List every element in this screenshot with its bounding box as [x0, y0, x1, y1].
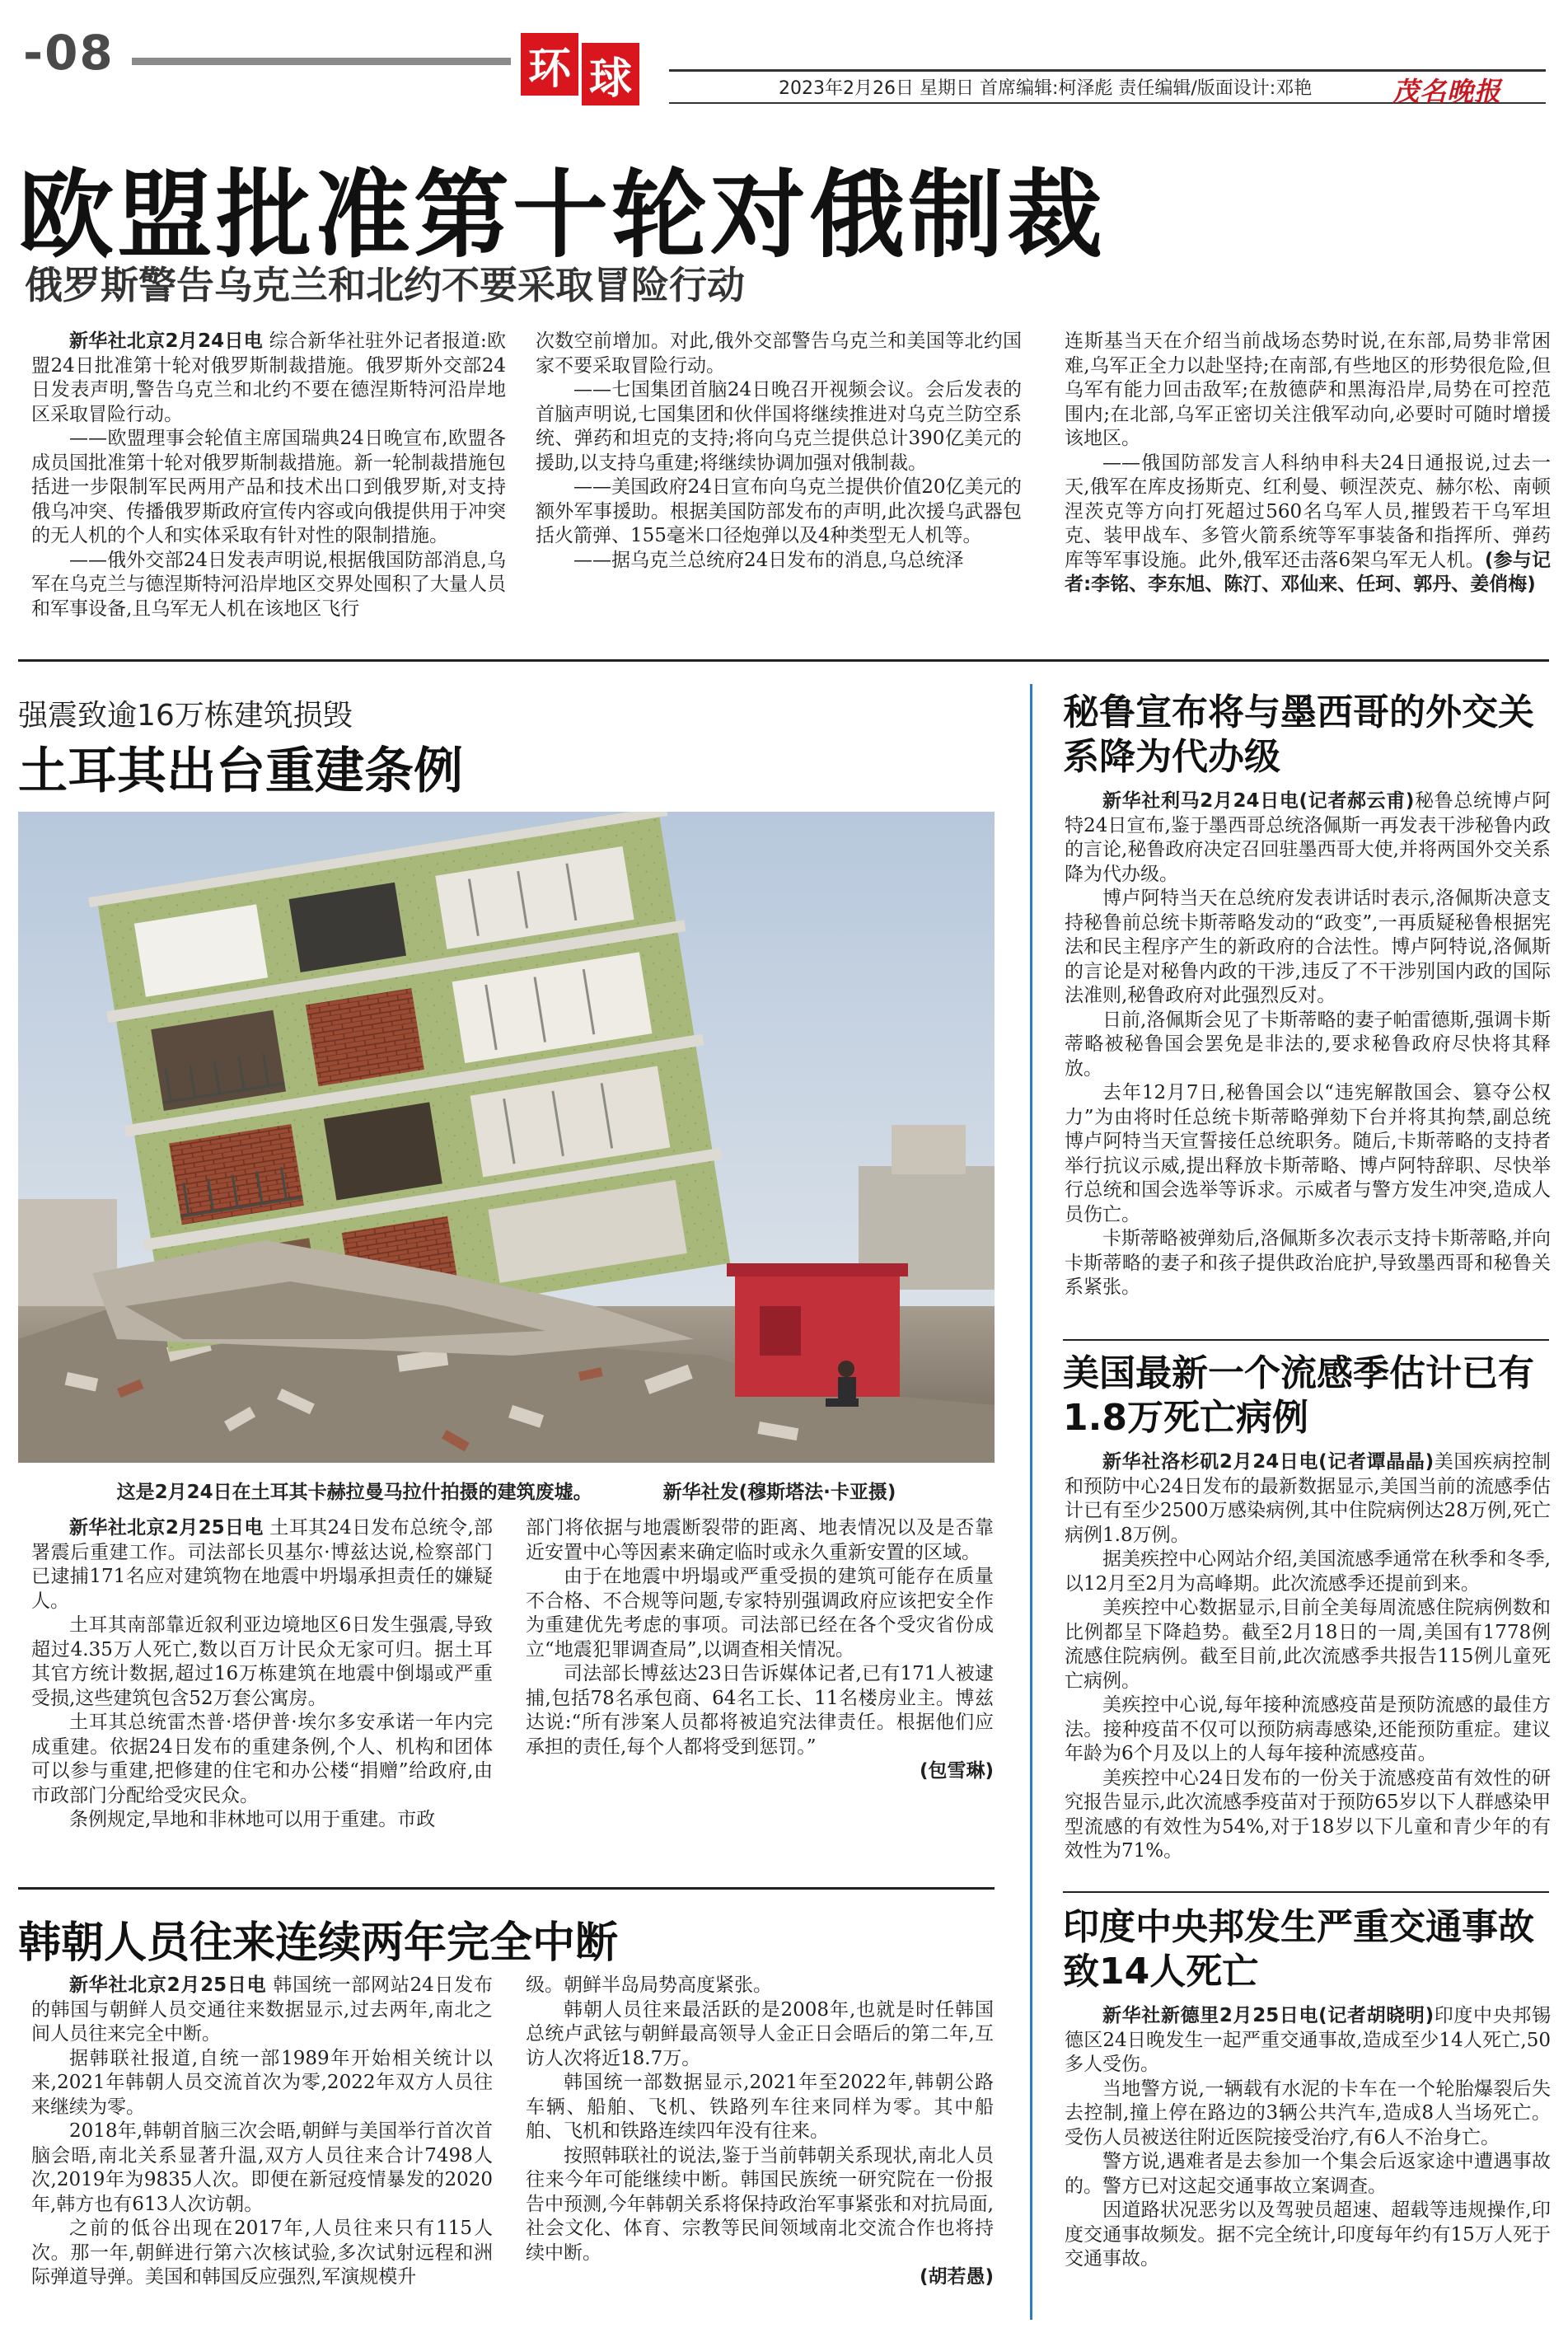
paper-logo: 茂名晚报 — [1392, 76, 1502, 107]
korea-paragraph: 之前的低谷出现在2017年,人员往来只有115人次。那一年,朝鲜进行第六次核试验,多次试射远程和洲际弹道导弹。美国和韩国反应强烈,军演规模升 — [31, 2218, 493, 2288]
korea-headline: 韩朝人员往来连续两年完全中断 — [18, 1918, 619, 1968]
turkey-headline: 土耳其出台重建条例 — [18, 742, 463, 800]
lead-text: ——俄国防部发言人科纳申科夫24日通报说,过去一天,俄军在库皮扬斯克、红利曼、顿涅茨克、赫尔松、南顿涅茨克等方向打死超过560名乌军人员,摧毁若干乌军坦克、装甲战车、多管火箭系统等军事装备和指挥所、弹药库等军事设施。此外,俄军还击落6架乌军无人机。 — [1065, 452, 1551, 571]
peru-text: 秘鲁总统博卢阿特24日宣布,鉴于墨西哥总统洛佩斯一再发表干涉秘鲁内政的言论,秘鲁政府决定召回驻墨西哥大使,并将两国外交关系降为代办级。 — [1065, 790, 1551, 885]
flu-headline: 美国最新一个流感季估计已有1.8万死亡病例 — [1063, 1352, 1534, 1439]
peru-paragraph: 日前,洛佩斯会见了卡斯蒂略的妻子帕雷德斯,强调卡斯蒂略被秘鲁国会罢免是非法的,要求秘鲁政府尽快将其释放。 — [1065, 1009, 1551, 1080]
lead-paragraph: ——据乌克兰总统府24日发布的消息,乌总统泽 — [573, 549, 964, 571]
flu-paragraph: 据美疾控中心网站介绍,美国流感季通常在秋季和冬季,以12月至2月为高峰期。此次流感季还提前到来。 — [1065, 1548, 1551, 1595]
india-paragraph: 警方说,遇难者是去参加一个集会后返家途中遭遇事故的。警方已对这起交通事故立案调查。 — [1065, 2151, 1551, 2197]
korea-paragraph: 韩国统一部数据显示,2021年至2022年,韩朝公路车辆、船舶、飞机、铁路列车往来同样为零。其中船舶、飞机和铁路连续四年没有往来。 — [526, 2072, 994, 2142]
peru-column — [1065, 789, 1551, 1358]
photo-caption — [18, 1477, 995, 1504]
masthead — [0, 0, 1568, 124]
lead-column-1 — [31, 330, 506, 643]
turkey-column-1 — [31, 1516, 493, 1879]
india-column — [1065, 2004, 1551, 2321]
india-dateline: 新华社新德里2月25日电(记者胡晓明) — [1102, 2005, 1435, 2026]
flu-column — [1065, 1450, 1551, 1912]
korea-paragraph: 韩朝人员往来最活跃的是2008年,也就是时任韩国总统卢武铉与朝鲜最高领导人金正日会晤后的第二年,互访人次将近18.7万。 — [526, 1998, 994, 2069]
lead-paragraph: 连斯基当天在介绍当前战场态势时说,在东部,局势非常困难,乌军正全力以赴坚持;在南部,有些地区的形势很危险,但乌军有能力回击敌军;在敖德萨和黑海沿岸,局势在可控范围内;在北部,乌军正密切关注俄军动向,必要时可随时增援该地区。 — [1065, 330, 1551, 449]
korea-paragraph: 级。朝鲜半岛局势高度紧张。 — [526, 1974, 772, 1996]
photo-credit: 新华社发(穆斯塔法·卡亚摄) — [662, 1482, 896, 1503]
korea-column-1 — [31, 1974, 493, 2320]
india-text: 印度中央邦锡德区24日晚发生一起严重交通事故,造成至少14人死亡,50多人受伤。 — [1065, 2005, 1551, 2075]
lead-column-2 — [536, 330, 1022, 643]
flu-paragraph: 美疾控中心数据显示,目前全美每周流感住院病例数和比例都呈下降趋势。截至2月18日的一周,美国有1778例流感住院病例。截至目前,此次流感季共报告115例儿童死亡病例。 — [1065, 1597, 1551, 1692]
korea-text: 韩国统一部网站24日发布的韩国与朝鲜人员交通往来数据显示,过去两年,南北之间人员往来完全中断。 — [31, 1974, 493, 2045]
turkey-paragraph: 司法部长博兹达23日告诉媒体记者,已有171人被逮捕,包括78名承包商、64名工长、11名楼房业主。博兹达说:“所有涉案人员都将被追究法律责任。根据他们应承担的责任,每个人都将受到惩罚。” — [526, 1663, 994, 1758]
turkey-paragraph: 土耳其南部靠近叙利亚边境地区6日发生强震,导致超过4.35万人死亡,数以百万计民众无家可归。据土耳其官方统计数据,超过16万栋建筑在地震中倒塌或严重受损,这些建筑包含52万套公寓房。 — [31, 1614, 493, 1709]
turkey-paragraph: 部门将依据与地震断裂带的距离、地表情况以及是否靠近安置中心等因素来确定临时或永久重新安置的区域。 — [526, 1517, 994, 1563]
lead-paragraph: ——俄外交部24日发表声明说,根据俄国防部消息,乌军在乌克兰与德涅斯特河沿岸地区交界处囤积了大量人员和军事设备,且乌军无人机在该地区飞行 — [31, 549, 506, 620]
peru-paragraph: 去年12月7日,秘鲁国会以“违宪解散国会、篡夺公权力”为由将时任总统卡斯蒂略弹劾下台并将其拘禁,副总统博卢阿特当天宣誓接任总统职务。随后,卡斯蒂略的支持者举行抗议示威,提出释放卡斯蒂略、博卢阿特辞职、尽快举行总统和国会选举等诉求。示威者与警方发生冲突,造成人员伤亡。 — [1065, 1082, 1551, 1225]
lead-reporters: (参与记者:李铭、李东旭、陈汀、邓仙来、任珂、郭丹、姜俏梅) — [1065, 549, 1551, 595]
column-divider — [1030, 684, 1032, 2320]
flu-dateline: 新华社洛杉矶2月24日电(记者谭晶晶) — [1102, 1451, 1435, 1473]
peru-paragraph: 卡斯蒂略被弹劾后,洛佩斯多次表示支持卡斯蒂略,并向卡斯蒂略的妻子和孩子提供政治庇护,导致墨西哥和秘鲁关系紧张。 — [1065, 1228, 1551, 1298]
turkey-kicker: 强震致逾16万栋建筑损毁 — [18, 699, 353, 733]
peru-paragraph — [1065, 789, 1551, 887]
lead-subhead: 俄罗斯警告乌克兰和北约不要采取冒险行动 — [25, 263, 745, 307]
flu-paragraph: 美疾控中心24日发布的一份关于流感疫苗有效性的研究报告显示,此次流感季疫苗对于预防65岁以下人群感染甲型流感的有效性为54%,对于18岁以下儿童和青少年的有效性为71%。 — [1065, 1767, 1551, 1862]
turkey-paragraph: 土耳其总统雷杰普·塔伊普·埃尔多安承诺一年内完成重建。依据24日发布的重建条例,个人、机构和团体可以参与重建,把修建的住宅和办公楼“捐赠”给政府,由市政部门分配给受灾民众。 — [31, 1712, 493, 1806]
lead-column-3 — [1065, 330, 1551, 643]
india-paragraph: 因道路状况恶劣以及驾驶员超速、超载等违规操作,印度交通事故频发。据不完全统计,印度每年约有15万人死于交通事故。 — [1065, 2199, 1551, 2269]
lead-paragraph — [1065, 452, 1551, 597]
photo-caption-text: 这是2月24日在土耳其卡赫拉曼马拉什拍摄的建筑废墟。 — [116, 1482, 592, 1503]
lead-paragraph: 次数空前增加。对此,俄外交部警告乌克兰和美国等北约国家不要采取冒险行动。 — [536, 330, 1022, 377]
india-paragraph: 当地警方说,一辆载有水泥的卡车在一个轮胎爆裂后失去控制,撞上停在路边的3辆公共汽车,造成8人当场死亡。受伤人员被送往附近医院接受治疗,有6人不治身亡。 — [1065, 2077, 1551, 2148]
korea-paragraph — [31, 1974, 493, 2047]
lead-headline: 欧盟批准第十轮对俄制裁 — [18, 160, 1106, 271]
section-char-2: 球 — [582, 43, 639, 105]
section-divider — [18, 1887, 995, 1890]
lead-paragraph — [31, 330, 506, 427]
section-char-1: 环 — [521, 33, 578, 96]
lead-paragraph: ——七国集团首脑24日晚召开视频会议。会后发表的首脑声明说,七国集团和伙伴国将继续推进对乌克兰防空系统、弹药和坦克的支持;将向乌克兰提供总计390亿美元的援助,以支持乌重建;将继续协调加强对俄制裁。 — [536, 379, 1022, 474]
flu-paragraph: 美疾控中心说,每年接种流感疫苗是预防流感的最佳方法。接种疫苗不仅可以预防病毒感染,还能预防重症。建议年龄为6个月及以上的人每年接种流感疫苗。 — [1065, 1694, 1551, 1764]
turkey-column-2 — [526, 1516, 994, 1879]
section-divider — [1063, 1891, 1549, 1893]
flu-paragraph — [1065, 1450, 1551, 1548]
lead-dateline: 新华社北京2月24日电 — [69, 330, 264, 352]
korea-column-2 — [526, 1974, 994, 2320]
turkey-credit: (包雪琳) — [919, 1760, 994, 1782]
lead-text: 综合新华社驻外记者报道:欧盟24日批准第十轮对俄罗斯制裁措施。俄罗斯外交部24日发表声明,警告乌克兰和北约不要在德涅斯特河沿岸地区采取冒险行动。 — [31, 330, 506, 425]
earthquake-photo-illustration — [18, 812, 995, 1463]
flu-text: 美国疾病控制和预防中心24日发布的最新数据显示,美国当前的流感季估计已有至少2500万感染病例,其中住院病例达28万例,死亡病例1.8万例。 — [1065, 1451, 1551, 1546]
turkey-paragraph: 由于在地震中坍塌或严重受损的建筑可能存在质量不合格、不合规等问题,专家特别强调政府应该把安全作为重建优先考虑的事项。司法部已经在各个受灾省份成立“地震犯罪调查局”,以调查相关情况。 — [526, 1566, 994, 1661]
section-divider — [1063, 1339, 1549, 1341]
peru-dateline: 新华社利马2月24日电(记者郝云甫) — [1102, 790, 1415, 812]
peru-paragraph: 博卢阿特当天在总统府发表讲话时表示,洛佩斯决意支持秘鲁前总统卡斯蒂略发动的“政变”,一再质疑秘鲁根据宪法和民主程序产生的新政府的合法性。博卢阿特说,洛佩斯的言论是对秘鲁内政的干涉,违反了不干涉别国内政的国际法准则,秘鲁政府对此强烈反对。 — [1065, 888, 1551, 1006]
page-number: -08 — [23, 25, 115, 81]
earthquake-photo — [18, 812, 995, 1463]
korea-credit: (胡若愚) — [919, 2266, 994, 2288]
korea-paragraph: 2018年,韩朝首脑三次会晤,朝鲜与美国举行首次首脑会晤,南北关系显著升温,双方人员往来合计7498人次,2019年为9835人次。即便在新冠疫情暴发的2020年,韩方也有613人次访朝。 — [31, 2120, 493, 2215]
turkey-text: 土耳其24日发布总统令,部署震后重建工作。司法部长贝基尔·博兹达说,检察部门已逮捕171名应对建筑物在地震中坍塌承担责任的嫌疑人。 — [31, 1517, 493, 1612]
korea-paragraph: 据韩联社报道,自统一部1989年开始相关统计以来,2021年韩朝人员交流首次为零,2022年双方人员往来继续为零。 — [31, 2047, 493, 2118]
korea-paragraph: 按照韩联社的说法,鉴于当前韩朝关系现状,南北人员往来今年可能继续中断。韩国民族统一研究院在一份报告中预测,今年韩朝关系将保持政治军事紧张和对抗局面,社会文化、体育、宗教等民间领域南北交流合作也将持续中断。 — [526, 2144, 994, 2264]
korea-dateline: 新华社北京2月25日电 — [69, 1974, 267, 1996]
masthead-divider — [132, 58, 511, 65]
date-line: 2023年2月26日 星期日 首席编辑:柯泽彪 责任编辑/版面设计:邓艳 — [779, 78, 1313, 99]
turkey-paragraph — [31, 1516, 493, 1614]
peru-headline: 秘鲁宣布将与墨西哥的外交关系降为代办级 — [1063, 691, 1534, 778]
india-headline: 印度中央邦发生严重交通事故致14人死亡 — [1063, 1906, 1534, 1993]
turkey-paragraph: 条例规定,旱地和非林地可以用于重建。市政 — [69, 1809, 436, 1830]
india-paragraph — [1065, 2004, 1551, 2077]
lead-paragraph: ——欧盟理事会轮值主席国瑞典24日晚宣布,欧盟各成员国批准第十轮对俄罗斯制裁措施。新一轮制裁措施包括进一步限制军民两用产品和技术出口到俄罗斯,对支持俄乌冲突、传播俄罗斯政府宣传内容或向俄提供用于冲突的无人机的个人和实体采取有针对性的限制措施。 — [31, 428, 506, 546]
turkey-dateline: 新华社北京2月25日电 — [69, 1517, 264, 1539]
section-tag — [521, 33, 639, 104]
lead-paragraph: ——美国政府24日宣布向乌克兰提供价值20亿美元的额外军事援助。根据美国防部发布的声明,此次援乌武器包括火箭弹、155毫米口径炮弹以及4种类型无人机等。 — [536, 476, 1022, 546]
section-divider — [18, 659, 1549, 662]
